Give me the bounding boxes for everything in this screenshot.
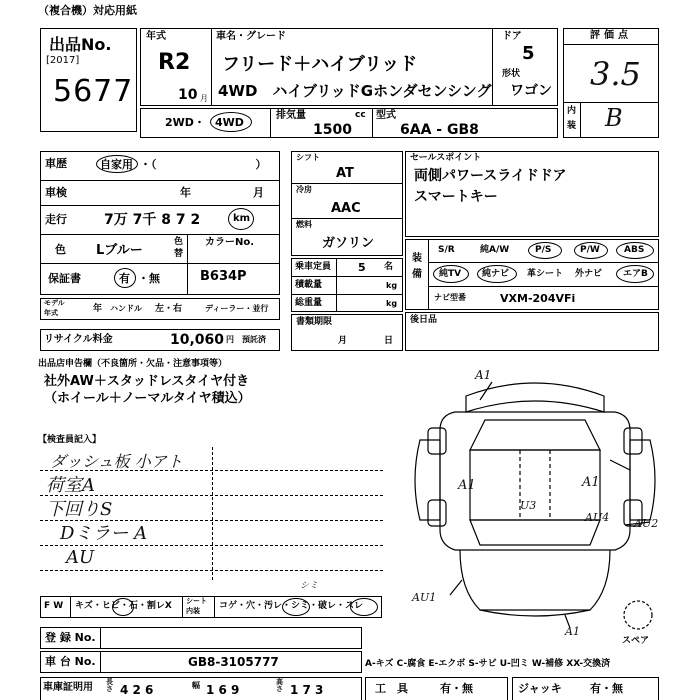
sales-point-label: セールスポイント: [410, 153, 482, 163]
width-label: 幅: [192, 681, 200, 690]
capacity-unit: 名: [384, 262, 394, 272]
chassis-label: 車 台 No.: [45, 655, 96, 668]
load-label: 積載量: [295, 280, 323, 290]
history-label: 車歴: [45, 157, 67, 170]
damage-au2: AU2: [634, 517, 659, 530]
gross-label: 総重量: [295, 298, 323, 308]
fuel-value: ガソリン: [322, 236, 375, 251]
equip-leather-seat: 革シート: [527, 269, 564, 279]
doc-day: 日: [384, 336, 394, 346]
interior-label-2: 装: [567, 121, 577, 131]
month-unit: 月: [200, 94, 208, 103]
wheel-front-right: [624, 428, 642, 454]
recycle-value: 10,060: [170, 332, 225, 348]
year-label: 年式: [146, 31, 166, 42]
recycle-unit: 円: [226, 335, 234, 344]
score-label: 評価点: [590, 30, 632, 41]
displacement-label: 排気量: [276, 110, 306, 121]
handle-value: 左・右: [155, 304, 183, 314]
equip-genuine-tv: 純TV: [439, 269, 462, 279]
garage-cert-label: 車庫証明用: [43, 682, 93, 693]
load-unit: kg: [386, 281, 398, 290]
gross-unit: kg: [386, 299, 398, 308]
ac-label: 冷房: [296, 185, 312, 194]
navi-model-value: VXM-204VFi: [500, 292, 576, 305]
windshield: [470, 420, 600, 450]
seat-items: コゲ・穴・汚レ・シミ・破レ・スレ: [219, 601, 364, 611]
recycle-note: 預託済: [242, 335, 266, 344]
doc-label: 書類期限: [296, 317, 333, 327]
jack-value: 有・無: [590, 682, 623, 695]
damage-a1-right: A1: [582, 475, 600, 490]
grade: 4WD ハイブリッドGホンダセンシング: [218, 82, 492, 100]
capacity-value: 5: [358, 261, 366, 274]
model-code: 6AA - GB8: [400, 122, 479, 138]
recycle-label: リサイクル料金: [44, 334, 113, 345]
front-bumper-outline: [466, 383, 604, 412]
shape-value: ワゴン: [510, 83, 552, 99]
interior-score: B: [605, 104, 623, 132]
chassis-value: GB8-3105777: [188, 655, 279, 669]
color-label: 色: [55, 243, 66, 256]
model-year-label-1: モデル: [44, 299, 65, 307]
fw-items: キズ・ヒビ・石・割レX: [75, 601, 172, 611]
damage-a1-top: A1: [475, 368, 492, 382]
name-label: 車名・グレード: [216, 31, 286, 42]
rear-bumper: [480, 610, 590, 616]
shift-value: AT: [336, 166, 354, 181]
doc-month: 月: [338, 336, 348, 346]
inspection-month-unit: 月: [253, 186, 264, 199]
seat-stain-circle: [282, 598, 310, 616]
colorno-value: B634P: [200, 269, 247, 284]
damage-a1-left: A1: [458, 478, 476, 493]
capacity-label: 乗車定員: [295, 262, 332, 272]
door-label: ドア: [502, 31, 522, 42]
fw-hibi-circle: [112, 598, 134, 616]
inspection-year-unit: 年: [180, 186, 191, 199]
equipment-label-2: 備: [412, 269, 422, 280]
warranty-yes: 有: [119, 272, 130, 285]
notes-line2: （ホイール＋ノーマルタイヤ積込）: [44, 391, 251, 406]
fw-label: F W: [44, 601, 64, 611]
model-name: フリード＋ハイブリッド: [222, 54, 418, 75]
lot-number-box: [40, 28, 137, 132]
inspector-line1: ダッシュ板 小アト: [50, 452, 183, 471]
inspector-line5: AU: [66, 547, 95, 568]
rear-body: [460, 550, 610, 610]
damage-au1: AU1: [412, 591, 437, 604]
shape-label: 形状: [502, 69, 521, 79]
retrofit-label: 後日品: [410, 315, 438, 325]
tools-value: 有・無: [440, 682, 473, 695]
drive-sep: ・: [194, 116, 205, 129]
damage-a1-bottom: A1: [565, 625, 580, 638]
type-label: 型式: [376, 110, 396, 121]
height-label: 高さ: [276, 678, 283, 693]
spare-label: スペア: [622, 636, 650, 646]
sales-point-line2: スマートキー: [414, 189, 498, 205]
retrofit-box: [405, 312, 659, 351]
drive-4wd: 4WD: [215, 116, 244, 129]
damage-key: A-キズ C-腐食 E-エクボ S-サビ U-凹ミ W-補修 XX-交換済: [365, 659, 611, 669]
wheel-front-left: [428, 428, 446, 454]
fuel-label: 燃料: [296, 220, 312, 229]
ac-value: AAC: [331, 201, 361, 216]
registration-label: 登 録 No.: [45, 631, 96, 644]
shift-label: シフト: [296, 153, 320, 162]
displacement: 1500: [313, 122, 352, 138]
equip-aftermarket-navi: 外ナビ: [575, 269, 603, 279]
length-value: 4 2 6: [120, 683, 154, 697]
wheel-rear-left: [428, 500, 446, 526]
navi-model-label: ナビ型番: [434, 293, 466, 302]
color-change-1: 色: [174, 237, 184, 247]
warranty-label: 保証書: [48, 272, 81, 285]
history-other: ・（ ）: [140, 158, 267, 171]
length-label: 長さ: [106, 678, 113, 693]
damage-u3: U3: [520, 499, 537, 512]
dealer-label: ディーラー・並行: [205, 304, 269, 313]
equip-genuine-aw: 純A/W: [480, 245, 510, 255]
equip-airbag: エアB: [623, 269, 648, 279]
lot-number: 5677: [53, 74, 134, 109]
inspection-label: 車検: [45, 186, 67, 199]
colorno-label: カラーNo.: [205, 237, 255, 248]
inspector-line3: 下回りS: [46, 499, 113, 520]
lot-label: 出品No.: [49, 35, 112, 54]
inspector-line2: 荷室A: [46, 475, 95, 496]
model-year-unit: 年: [93, 304, 103, 314]
sales-point-line1: 両側パワースライドドア: [414, 168, 567, 184]
notes-label: 出品店申告欄（不良箇所・欠品・注意事項等）: [38, 359, 228, 369]
mileage-unit: km: [233, 213, 251, 224]
inspector-label: 【検査員記入】: [38, 435, 102, 445]
handle-label: ハンドル: [110, 304, 142, 313]
year-era: R2: [158, 50, 191, 75]
model-year-label-2: 年式: [44, 309, 58, 317]
interior-label-1: 内: [567, 106, 577, 116]
warranty-no: ・無: [138, 272, 160, 285]
jack-label: ジャッキ: [518, 682, 562, 695]
damage-au4: AU4: [585, 511, 610, 524]
width-value: 1 6 9: [206, 683, 240, 697]
equip-genuine-navi: 純ナビ: [482, 269, 510, 279]
seat-wear-circle: [350, 598, 378, 616]
year-stamp: [2017]: [46, 55, 80, 66]
inspector-line4: Dミラー A: [60, 523, 148, 544]
seat-shimi-note: シミ: [300, 581, 319, 591]
door-count: 5: [522, 43, 535, 64]
year-month: 10: [178, 87, 198, 103]
color-change-2: 替: [174, 249, 184, 259]
tools-label: 工 具: [375, 682, 408, 695]
cc-unit: cc: [355, 110, 366, 120]
equip-ps: P/S: [535, 245, 552, 255]
history-value: 自家用: [100, 158, 133, 171]
equipment-label-1: 装: [412, 253, 422, 264]
color-value: Lブルー: [96, 243, 143, 258]
drive-2wd: 2WD: [165, 116, 194, 129]
seat-label-2: 内装: [186, 607, 200, 615]
seat-label-1: シート: [186, 597, 207, 605]
rear-window: [470, 520, 600, 545]
mileage-label: 走行: [45, 213, 67, 226]
score-value: 3.5: [590, 55, 641, 93]
notes-line1: 社外AW＋スタッドレスタイヤ付き: [44, 374, 250, 389]
spare-tire: [624, 601, 652, 629]
form-header-note: （複合機）対応用紙: [38, 4, 137, 17]
equip-abs: ABS: [624, 245, 645, 255]
inspector-label-text: 検査員記入: [47, 435, 93, 445]
equip-pw: P/W: [580, 245, 600, 255]
equip-sr: S/R: [438, 245, 455, 255]
mileage-value: 7万 7千 8 7 2: [104, 212, 201, 228]
height-value: 1 7 3: [290, 683, 324, 697]
